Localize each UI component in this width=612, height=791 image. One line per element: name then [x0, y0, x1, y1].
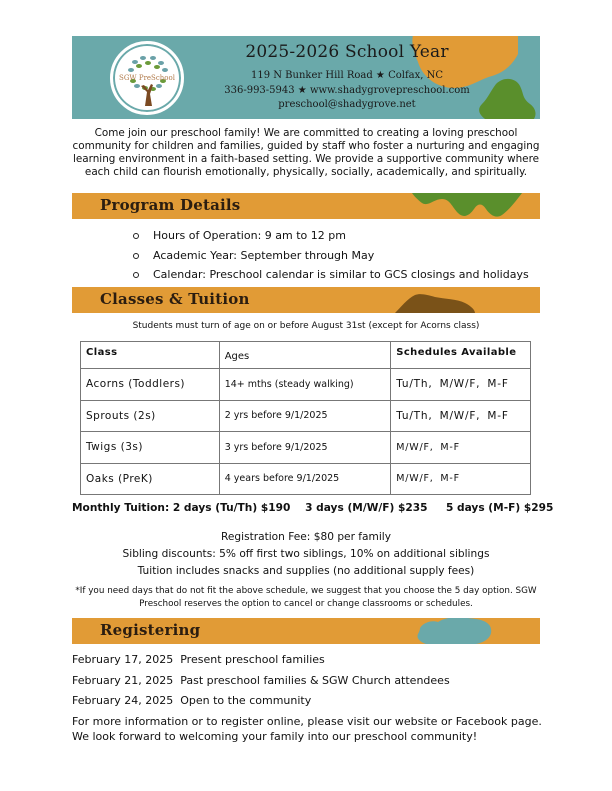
bullet-icon [133, 253, 139, 259]
registration-date: February 24, 2025 [72, 694, 174, 707]
header-banner [72, 36, 540, 119]
class-name: Acorns (Toddlers) [81, 369, 220, 401]
address: 119 N Bunker Hill Road ★ Colfax, NC [250, 70, 444, 81]
registration-date: February 17, 2025 [72, 653, 174, 666]
registration-fee: Registration Fee: $80 per family [221, 531, 391, 543]
registration-group: Past preschool families & SGW Church attendees [180, 673, 450, 687]
registration-date-row [72, 674, 450, 695]
monthly-tuition: Monthly Tuition: 2 days (Tu/Th) $190 3 days (M/W/F) $235 5 days (M-F) $295 [72, 502, 554, 514]
classes-tuition-title: Classes & Tuition [100, 290, 250, 308]
more-info-line: For more information or to register online, please visit our website or Facebook page. [72, 715, 542, 728]
program-details-header [72, 193, 540, 219]
class-schedules: Tu/Th, M/W/F, M-F [391, 400, 531, 432]
registration-dates [72, 653, 450, 715]
program-details-title: Program Details [100, 196, 241, 214]
brown-blob-decoration [395, 293, 480, 313]
class-name: Oaks (PreK) [81, 463, 220, 495]
column-header-schedules: Schedules Available [391, 342, 531, 369]
list-item: Hours of Operation: 9 am to 12 pm [133, 226, 529, 246]
age-requirement-note: Students must turn of age on or before August 31st (except for Acorns class) [132, 321, 480, 331]
registration-group: Present preschool families [180, 653, 325, 666]
teal-blob-decoration [414, 618, 499, 644]
bullet-icon [133, 233, 139, 239]
registration-group: Open to the community [180, 694, 312, 707]
class-name: Twigs (3s) [81, 432, 220, 464]
phone-website[interactable]: 336-993-5943 ★ www.shadygrovepreschool.com [224, 85, 470, 96]
fees-info [72, 529, 540, 580]
registration-date-row [72, 694, 450, 715]
class-ages: 3 yrs before 9/1/2025 [219, 432, 391, 464]
classes-table [80, 341, 531, 495]
table-row [81, 400, 531, 432]
bullet-icon [133, 272, 139, 278]
registering-header [72, 618, 540, 644]
schedule-footnote: *If you need days that do not fit the above schedule, we suggest that you choose the 5 day option. SGW Preschool reserves the option to cancel or change classrooms or schedules. [75, 586, 537, 609]
table-header-row [81, 342, 531, 369]
classes-tuition-header [72, 287, 540, 313]
welcome-line: We look forward to welcoming your family into our preschool community! [72, 730, 478, 743]
class-name: Sprouts (2s) [81, 400, 220, 432]
registering-title: Registering [100, 621, 201, 639]
closing-text [72, 714, 542, 744]
list-item: Calendar: Preschool calendar is similar to GCS closings and holidays [133, 265, 529, 285]
table-row [81, 432, 531, 464]
intro-paragraph: Come join our preschool family! We are committed to creating a loving preschool community for children and families, guided by staff who foster a nurturing and engaging learning environment in a faith-based setting. We provide a supportive community where each child can flourish emotionally, physically, socially, academically, and spiritually. [72, 127, 540, 178]
email-link[interactable]: preschool@shadygrove.net [278, 99, 416, 110]
tuition-includes: Tuition includes snacks and supplies (no additional supply fees) [137, 565, 475, 577]
green-blob-decoration [474, 76, 540, 119]
green-wave-decoration [412, 193, 532, 219]
class-ages: 4 years before 9/1/2025 [219, 463, 391, 495]
sibling-discounts: Sibling discounts: 5% off first two siblings, 10% on additional siblings [122, 548, 490, 560]
list-item: Academic Year: September through May [133, 246, 529, 266]
class-ages: 14+ mths (steady walking) [219, 369, 391, 401]
table-row [81, 369, 531, 401]
class-schedules: M/W/F, M-F [391, 463, 531, 495]
school-year-title: 2025-2026 School Year [245, 42, 449, 62]
column-header-class: Class [81, 342, 220, 369]
registration-date-row [72, 653, 450, 674]
registration-date: February 21, 2025 [72, 673, 174, 687]
column-header-ages: Ages [219, 342, 391, 369]
class-ages: 2 yrs before 9/1/2025 [219, 400, 391, 432]
class-schedules: M/W/F, M-F [391, 432, 531, 464]
table-row [81, 463, 531, 495]
class-schedules: Tu/Th, M/W/F, M-F [391, 369, 531, 401]
school-logo [110, 41, 184, 115]
logo-text: SGW PreSchool [119, 74, 175, 82]
program-details-list [133, 226, 529, 285]
